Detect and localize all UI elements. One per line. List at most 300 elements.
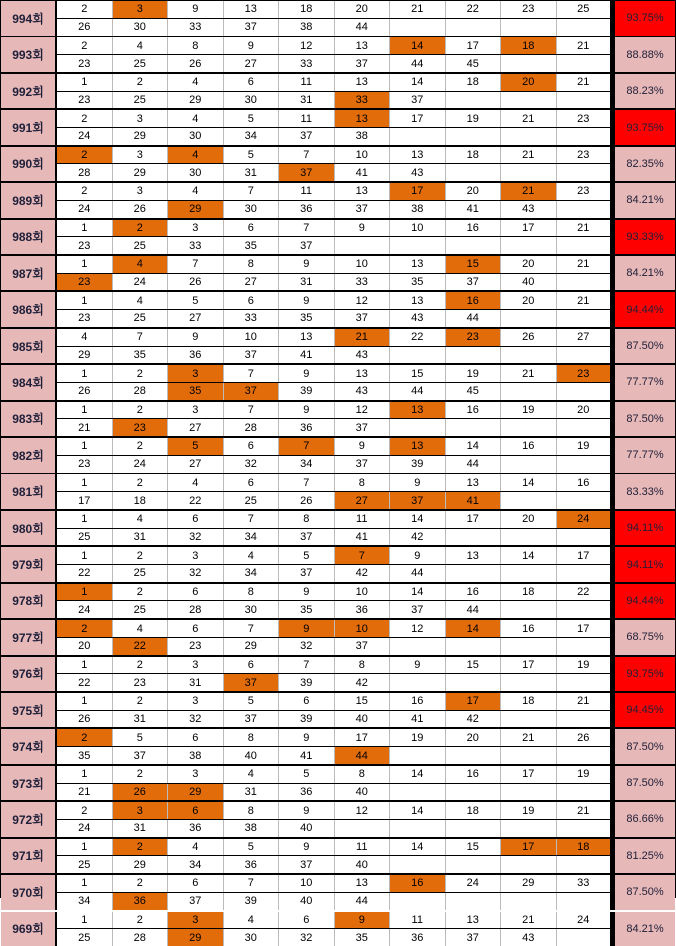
number-grid [57,147,615,182]
number-grid [57,438,615,473]
number-cell: 16 [446,766,502,783]
number-cell [557,674,613,691]
number-cell: 44 [446,601,502,618]
round-row [1,511,675,546]
number-cell: 1 [57,766,113,783]
number-cell: 36 [279,784,335,801]
round-label: 990회 [1,147,57,182]
number-cell: 12 [335,292,391,309]
number-cell: 6 [168,511,224,528]
round-row [1,438,675,473]
number-cell: 14 [390,511,446,528]
number-cell: 19 [446,110,502,127]
number-cell: 20 [446,729,502,746]
hit-rate: 82.35% [615,147,675,182]
number-cell: 34 [168,856,224,873]
number-cell: 24 [57,601,113,618]
number-line [57,54,615,72]
number-cell: 29 [501,875,557,892]
number-cell: 3 [168,766,224,783]
round-row [1,365,675,400]
number-grid [57,802,615,837]
number-cell: 14 [390,802,446,819]
number-cell-highlighted: 29 [168,201,224,218]
number-cell: 4 [168,183,224,200]
number-cell: 26 [501,329,557,346]
number-cell [501,347,557,364]
number-cell: 34 [57,893,113,910]
number-cell: 9 [279,802,335,819]
number-cell: 25 [57,856,113,873]
number-cell: 19 [557,766,613,783]
number-cell: 7 [224,511,280,528]
number-cell-highlighted: 17 [501,839,557,856]
number-grid [57,584,615,619]
round-label: 980회 [1,511,57,546]
number-cell: 37 [279,128,335,145]
number-grid [57,37,615,72]
number-cell [557,19,613,36]
number-cell [557,128,613,145]
number-cell: 26 [557,729,613,746]
number-cell: 29 [113,164,169,181]
number-cell: 28 [113,929,169,946]
number-cell: 13 [390,256,446,273]
number-cell-highlighted: 18 [557,839,613,856]
round-row [1,912,675,946]
number-cell: 20 [57,638,113,655]
round-row [1,220,675,255]
number-cell: 32 [168,711,224,728]
number-cell: 18 [501,693,557,710]
round-row [1,474,675,509]
number-cell: 20 [501,292,557,309]
number-cell: 21 [557,802,613,819]
round-label: 989회 [1,183,57,218]
number-cell [557,711,613,728]
round-row [1,329,675,364]
number-cell: 1 [57,511,113,528]
number-cell: 24 [446,875,502,892]
number-cell [557,419,613,436]
round-label: 978회 [1,584,57,619]
number-cell: 9 [168,1,224,18]
number-grid [57,292,615,327]
number-cell [446,638,502,655]
number-cell: 27 [557,329,613,346]
number-cell: 21 [501,110,557,127]
number-grid [57,220,615,255]
number-cell: 35 [224,237,280,254]
number-line [57,912,615,929]
number-cell: 39 [279,711,335,728]
number-cell: 4 [224,766,280,783]
number-line [57,710,615,728]
number-line [57,657,615,674]
number-cell: 26 [113,201,169,218]
number-cell: 25 [113,601,169,618]
number-cell [501,128,557,145]
number-cell: 8 [224,729,280,746]
number-cell: 11 [279,183,335,200]
number-cell: 9 [279,729,335,746]
number-cell: 4 [113,511,169,528]
number-cell-highlighted: 2 [57,729,113,746]
number-cell: 17 [446,37,502,54]
number-cell: 25 [113,55,169,72]
number-cell: 17 [335,729,391,746]
number-line [57,802,615,819]
number-line [57,746,615,764]
number-cell [501,19,557,36]
number-cell [446,92,502,109]
number-cell: 43 [335,383,391,400]
number-cell: 5 [168,292,224,309]
round-row [1,147,675,182]
number-cell: 26 [57,383,113,400]
number-cell: 26 [57,19,113,36]
number-cell: 3 [168,220,224,237]
number-cell: 21 [501,365,557,382]
number-cell-highlighted: 1 [57,584,113,601]
number-cell: 45 [446,383,502,400]
number-cell-highlighted: 2 [113,220,169,237]
number-cell: 1 [57,474,113,491]
number-line [57,584,615,601]
hit-rate: 94.44% [615,292,675,327]
number-grid [57,183,615,218]
number-cell: 6 [224,474,280,491]
number-line [57,729,615,746]
number-cell [390,128,446,145]
number-line [57,528,615,546]
hit-rate: 88.23% [615,74,675,109]
number-cell: 2 [57,110,113,127]
number-cell [446,856,502,873]
number-cell: 31 [168,674,224,691]
number-cell: 31 [113,711,169,728]
number-cell: 22 [446,1,502,18]
number-cell: 6 [224,438,280,455]
number-cell [501,711,557,728]
number-cell: 1 [57,547,113,564]
number-cell: 3 [168,693,224,710]
number-cell: 42 [390,529,446,546]
number-cell: 16 [501,620,557,637]
number-cell: 25 [57,529,113,546]
number-cell: 12 [279,37,335,54]
number-cell: 20 [557,402,613,419]
number-cell [557,310,613,327]
number-cell: 19 [557,657,613,674]
number-cell: 24 [57,128,113,145]
number-cell: 40 [279,893,335,910]
number-cell: 23 [57,55,113,72]
number-cell: 41 [335,529,391,546]
number-cell: 14 [390,766,446,783]
number-grid [57,875,615,910]
number-grid [57,74,615,109]
round-row [1,620,675,655]
number-grid [57,1,615,36]
number-cell: 16 [501,438,557,455]
round-row [1,584,675,619]
number-cell: 2 [113,74,169,91]
number-cell: 24 [57,201,113,218]
number-cell: 13 [335,74,391,91]
number-cell: 16 [446,402,502,419]
number-cell: 44 [390,565,446,582]
number-cell: 17 [501,220,557,237]
number-cell: 30 [224,92,280,109]
number-cell: 22 [57,674,113,691]
number-cell: 44 [390,383,446,400]
number-cell: 30 [168,164,224,181]
number-cell: 35 [279,601,335,618]
number-cell: 37 [390,92,446,109]
number-cell: 8 [224,802,280,819]
number-cell: 5 [279,547,335,564]
number-line [57,200,615,218]
number-cell: 16 [390,693,446,710]
number-cell: 32 [168,529,224,546]
number-cell: 19 [446,365,502,382]
number-cell: 5 [224,147,280,164]
number-cell: 16 [446,584,502,601]
number-cell: 23 [113,674,169,691]
number-cell: 37 [335,456,391,473]
number-cell-highlighted: 5 [168,438,224,455]
hit-rate: 94.45% [615,693,675,728]
number-cell-highlighted: 37 [279,164,335,181]
number-cell: 2 [113,693,169,710]
number-cell-highlighted: 16 [446,292,502,309]
number-line [57,839,615,856]
number-cell: 14 [501,547,557,564]
number-cell: 1 [57,256,113,273]
number-cell: 19 [390,729,446,746]
number-cell: 36 [335,601,391,618]
number-cell: 39 [279,674,335,691]
number-cell-highlighted: 26 [113,784,169,801]
number-cell: 10 [335,147,391,164]
number-cell-highlighted: 23 [557,365,613,382]
round-row [1,292,675,327]
number-cell: 9 [390,547,446,564]
number-cell-highlighted: 13 [335,110,391,127]
number-cell: 18 [113,492,169,509]
number-cell-highlighted: 3 [168,365,224,382]
number-cell-highlighted: 37 [224,674,280,691]
number-cell-highlighted: 17 [446,693,502,710]
number-cell: 17 [557,547,613,564]
number-cell: 33 [168,237,224,254]
number-cell: 10 [279,875,335,892]
number-cell: 34 [224,128,280,145]
number-cell: 13 [224,1,280,18]
number-cell [501,747,557,764]
round-label: 975회 [1,693,57,728]
number-line [57,37,615,54]
number-cell [557,347,613,364]
number-cell: 37 [446,929,502,946]
number-line [57,547,615,564]
number-cell-highlighted: 10 [335,620,391,637]
number-cell-highlighted: 3 [113,802,169,819]
number-cell: 8 [279,511,335,528]
number-cell: 36 [390,929,446,946]
number-cell: 10 [335,256,391,273]
number-cell [501,55,557,72]
round-label: 994회 [1,1,57,36]
number-cell: 25 [113,565,169,582]
number-cell: 1 [57,74,113,91]
number-cell-highlighted: 6 [168,802,224,819]
number-cell: 30 [224,601,280,618]
hit-rate: 87.50% [615,329,675,364]
number-cell [446,237,502,254]
number-cell: 27 [224,274,280,291]
number-cell: 15 [390,365,446,382]
number-cell: 44 [335,893,391,910]
number-cell: 2 [113,547,169,564]
number-line [57,819,615,837]
number-cell: 37 [335,201,391,218]
number-cell: 23 [57,456,113,473]
number-cell: 23 [557,147,613,164]
number-cell: 37 [335,55,391,72]
number-cell: 14 [390,839,446,856]
round-label: 987회 [1,256,57,291]
number-cell [557,747,613,764]
number-line [57,147,615,164]
number-cell-highlighted: 4 [168,147,224,164]
round-row [1,110,675,145]
number-cell: 11 [335,839,391,856]
number-cell: 3 [113,147,169,164]
number-cell: 8 [224,256,280,273]
number-cell: 28 [113,383,169,400]
number-cell: 7 [279,147,335,164]
number-cell: 1 [57,657,113,674]
number-cell-highlighted: 3 [168,912,224,929]
round-label: 974회 [1,729,57,764]
number-grid [57,657,615,692]
number-cell: 29 [224,638,280,655]
round-label: 992회 [1,74,57,109]
round-label: 982회 [1,438,57,473]
number-cell-highlighted: 13 [390,438,446,455]
number-cell: 4 [113,620,169,637]
number-cell: 36 [168,347,224,364]
number-cell: 38 [335,128,391,145]
number-cell: 25 [224,492,280,509]
number-cell: 38 [390,201,446,218]
number-cell [390,638,446,655]
number-cell: 7 [279,474,335,491]
number-cell: 38 [279,19,335,36]
number-cell-highlighted: 2 [57,620,113,637]
number-cell [557,383,613,400]
number-cell [557,856,613,873]
number-cell: 26 [279,492,335,509]
number-grid [57,693,615,728]
number-cell: 30 [113,19,169,36]
hit-rate: 68.75% [615,620,675,655]
number-cell: 19 [557,438,613,455]
number-cell [446,529,502,546]
number-cell: 37 [335,310,391,327]
number-cell-highlighted: 29 [168,929,224,946]
hit-rate: 94.11% [615,547,675,582]
number-cell-highlighted: 18 [501,37,557,54]
number-cell [501,601,557,618]
number-cell: 8 [168,37,224,54]
number-line [57,673,615,691]
number-cell: 7 [279,657,335,674]
number-cell: 3 [113,110,169,127]
number-cell: 3 [113,183,169,200]
number-line [57,1,615,18]
hit-rate: 87.50% [615,875,675,910]
number-cell: 30 [168,128,224,145]
number-cell [557,784,613,801]
number-cell [557,529,613,546]
number-cell: 33 [224,310,280,327]
number-cell: 17 [501,766,557,783]
number-cell: 18 [446,802,502,819]
round-row [1,183,675,218]
number-cell: 21 [57,784,113,801]
number-cell [501,638,557,655]
number-cell: 4 [168,74,224,91]
number-cell: 6 [168,875,224,892]
number-cell: 20 [501,511,557,528]
number-cell [557,929,613,946]
number-cell: 2 [113,474,169,491]
number-cell: 5 [224,693,280,710]
number-cell: 13 [335,365,391,382]
number-cell: 30 [224,201,280,218]
number-grid [57,256,615,291]
number-line [57,564,615,582]
number-cell: 14 [390,584,446,601]
number-grid [57,839,615,874]
number-cell: 16 [557,474,613,491]
number-cell: 1 [57,220,113,237]
number-cell: 44 [390,55,446,72]
number-cell: 15 [446,839,502,856]
hit-rate: 93.75% [615,657,675,692]
number-cell [557,565,613,582]
number-cell: 8 [335,657,391,674]
number-grid [57,912,615,946]
number-cell: 4 [113,292,169,309]
number-cell: 42 [335,565,391,582]
number-cell: 17 [390,110,446,127]
number-cell [557,820,613,837]
number-grid [57,511,615,546]
number-cell: 7 [113,329,169,346]
number-cell: 4 [168,839,224,856]
number-cell: 43 [390,310,446,327]
number-line [57,110,615,127]
number-cell: 37 [279,565,335,582]
number-cell [501,856,557,873]
number-cell: 9 [224,37,280,54]
number-cell: 13 [390,292,446,309]
number-line [57,928,615,946]
